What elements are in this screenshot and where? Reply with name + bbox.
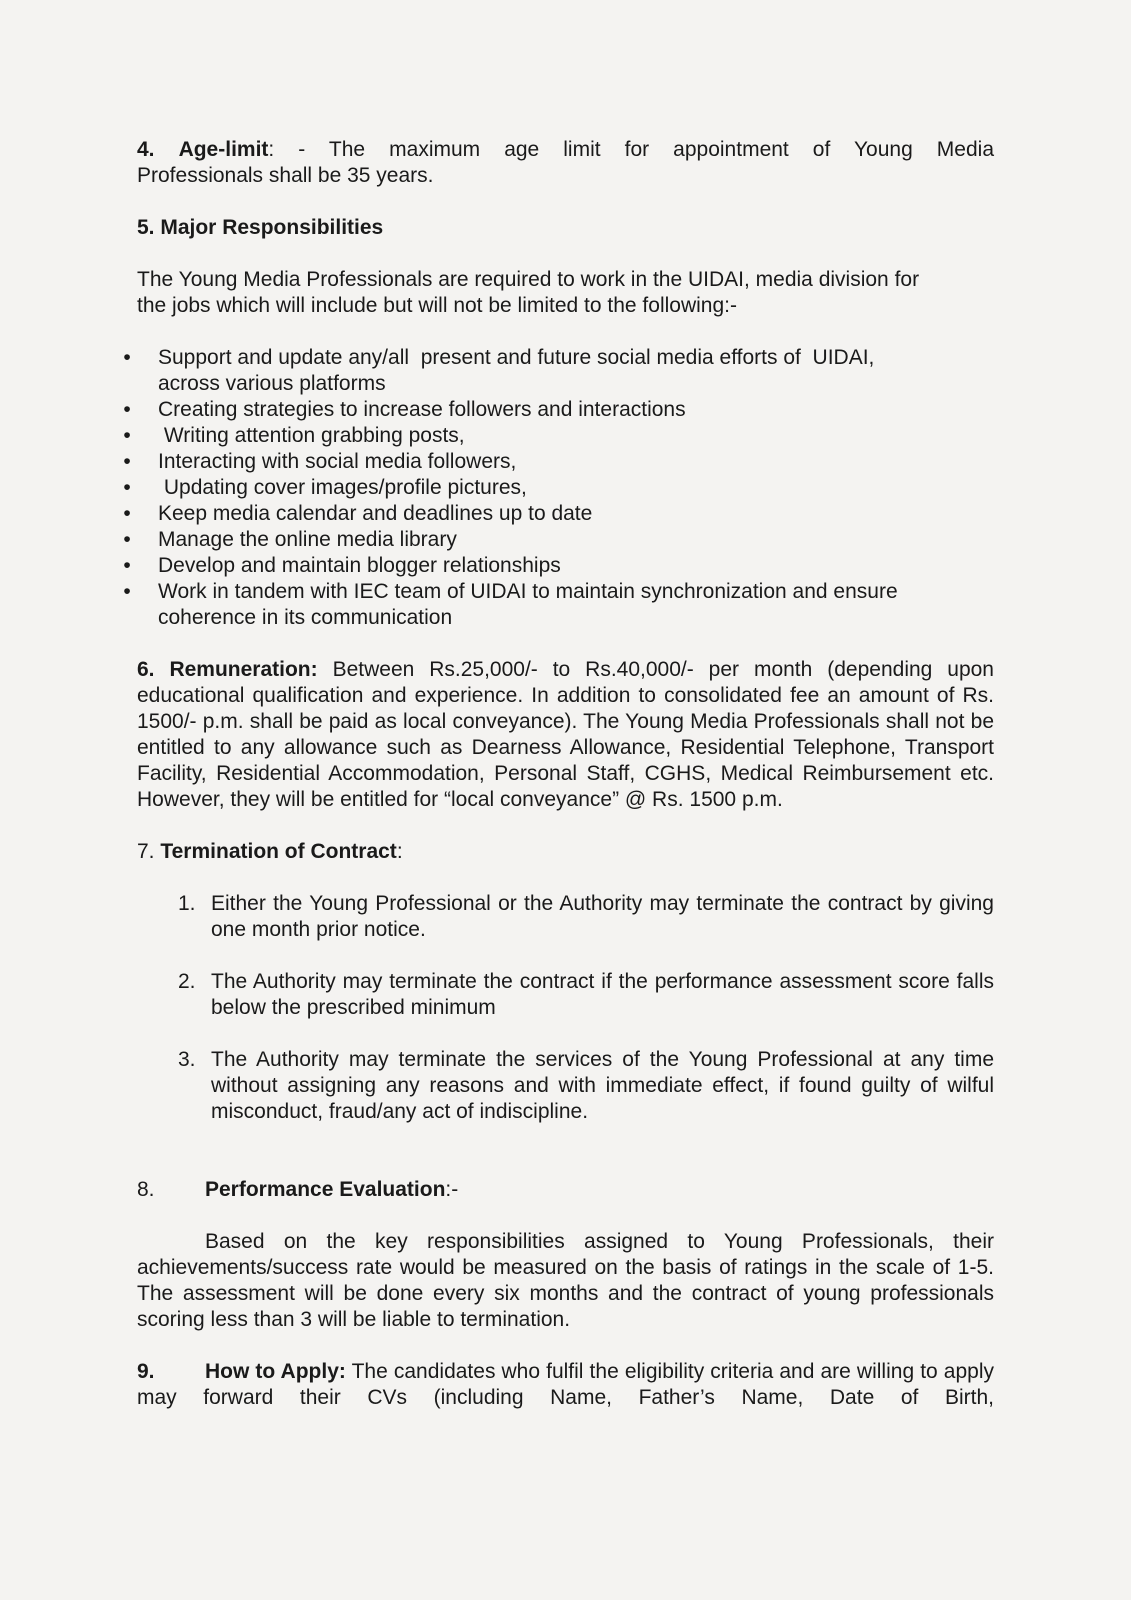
list-item-text: Interacting with social media followers,	[158, 450, 517, 473]
section-how-to-apply	[137, 1359, 994, 1411]
termination-suffix: :	[396, 840, 403, 863]
remuneration-label: 6. Remuneration:	[137, 658, 318, 681]
age-limit-number: 4.	[137, 138, 155, 161]
termination-title: Termination of Contract	[160, 840, 397, 863]
list-item	[137, 969, 994, 1021]
bullet-icon: •	[123, 398, 131, 421]
list-item-text: Support and update any/all present and future social media efforts of UIDAI, across various platforms	[158, 346, 881, 395]
list-item-text: Updating cover images/profile pictures,	[158, 476, 527, 499]
age-limit-title: Age-limit	[178, 138, 269, 161]
list-item	[137, 891, 994, 943]
responsibilities-list	[121, 345, 978, 631]
item-text: Either the Young Professional or the Authority may terminate the contract by giving one month prior notice.	[211, 892, 994, 941]
list-item-text: Creating strategies to increase followers and interactions	[158, 398, 686, 421]
remuneration-text: Between Rs.25,000/- to Rs.40,000/- per month (depending upon educational qualification and experience. In addition to consolidated fee an amount of Rs. 1500/- p.m. shall be paid as local conveyance). The Young Media Professionals shall not be entitled to any allowance such as Dearness Allowance, Residential Telephone, Transport Facility, Residential Accommodation, Personal Staff, CGHS, Medical Reimbursement etc. However, they will be entitled for “local conveyance” @ Rs. 1500 p.m.	[137, 658, 994, 811]
termination-list	[137, 891, 994, 1125]
performance-text-body: Based on the key responsibilities assigned to Young Professionals, their achievements/success rate would be measured on the basis of ratings in the scale of 1-5. The assessment will be done every six months and the contract of young professionals scoring less than 3 will be liable to termination.	[137, 1230, 994, 1331]
list-item	[121, 449, 978, 475]
item-number: 2.	[178, 970, 196, 993]
bullet-icon: •	[123, 580, 131, 603]
performance-title: Performance Evaluation	[205, 1178, 446, 1201]
bullet-icon: •	[123, 424, 131, 447]
apply-title: How to Apply:	[205, 1360, 346, 1383]
list-item	[121, 345, 978, 397]
responsibilities-intro-line2: the jobs which will include but will not be limited to the following:-	[137, 294, 737, 317]
item-text: The Authority may terminate the contract if the performance assessment score falls below the prescribed minimum	[211, 970, 994, 1019]
apply-number: 9.	[137, 1360, 155, 1383]
list-item	[121, 579, 978, 631]
age-limit-text: : - The maximum age limit for appointment of Young Media	[268, 138, 994, 161]
responsibilities-intro-line1: The Young Media Professionals are required to work in the UIDAI, media division for	[137, 268, 920, 291]
responsibilities-heading-text: 5. Major Responsibilities	[137, 216, 384, 239]
age-limit-line2: Professionals shall be 35 years.	[137, 164, 434, 187]
performance-heading	[137, 1177, 994, 1203]
list-item	[137, 1047, 994, 1125]
section-remuneration	[137, 657, 994, 813]
bullet-icon: •	[123, 528, 131, 551]
list-item-text: Manage the online media library	[158, 528, 457, 551]
performance-text	[137, 1229, 994, 1333]
bullet-icon: •	[123, 346, 131, 369]
list-item	[121, 423, 978, 449]
bullet-icon: •	[123, 476, 131, 499]
termination-heading	[137, 839, 994, 865]
list-item	[121, 501, 978, 527]
apply-text: The candidates who fulfil the eligibility criteria and are willing to apply may forward their CVs (including Name, Father’s Name, Date of Birth,	[137, 1360, 995, 1409]
termination-number: 7.	[137, 840, 155, 863]
item-text: The Authority may terminate the services of the Young Professional at any time without assigning any reasons and with immediate effect, if found guilty of wilful misconduct, fraud/any act of indiscipline.	[211, 1048, 994, 1123]
list-item-text: Work in tandem with IEC team of UIDAI to maintain synchronization and ensure coherence in its communication	[158, 580, 904, 629]
list-item-text: Writing attention grabbing posts,	[158, 424, 465, 447]
item-number: 1.	[178, 892, 196, 915]
list-item	[121, 553, 978, 579]
performance-number: 8.	[137, 1178, 155, 1201]
list-item-text: Keep media calendar and deadlines up to date	[158, 502, 593, 525]
section-age-limit	[137, 137, 994, 189]
performance-suffix: :-	[445, 1178, 459, 1201]
age-limit-line1	[137, 137, 994, 163]
list-item-text: Develop and maintain blogger relationships	[158, 554, 561, 577]
list-item	[121, 527, 978, 553]
item-number: 3.	[178, 1048, 196, 1071]
bullet-icon: •	[123, 502, 131, 525]
document-page	[123, 137, 995, 1411]
bullet-icon: •	[123, 450, 131, 473]
responsibilities-heading	[137, 215, 994, 241]
list-item	[121, 397, 978, 423]
list-item	[121, 475, 978, 501]
bullet-icon: •	[123, 554, 131, 577]
